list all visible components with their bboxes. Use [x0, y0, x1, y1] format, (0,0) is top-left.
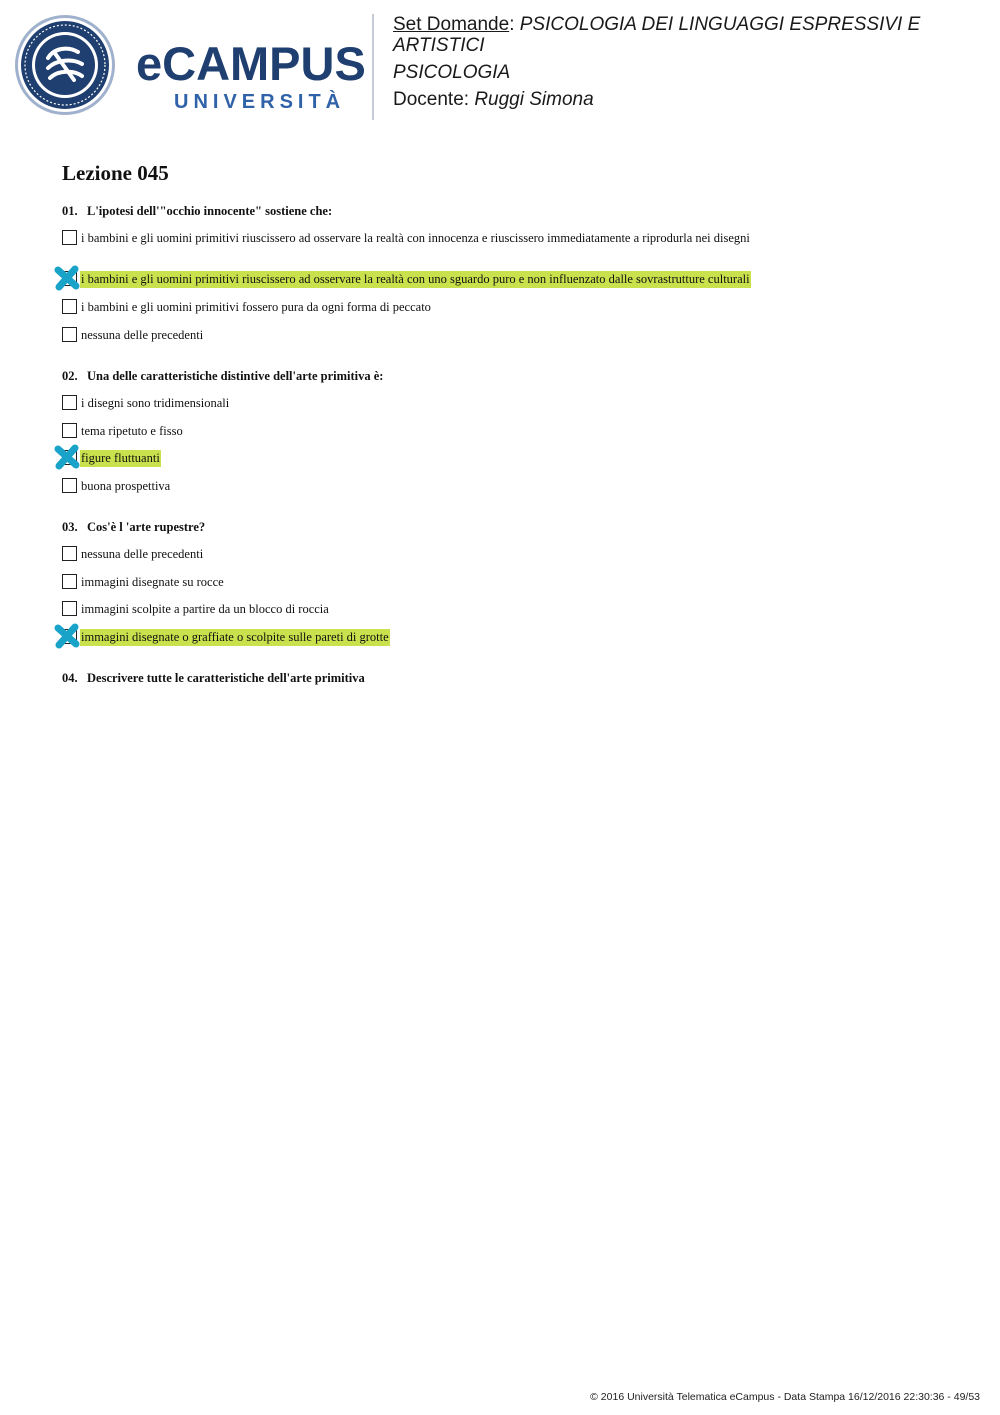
- answer-checkbox[interactable]: [62, 601, 77, 616]
- question-text: Cos'è l 'arte rupestre?: [87, 520, 206, 534]
- answer-checkbox[interactable]: [62, 574, 77, 589]
- answer-checkbox[interactable]: [62, 299, 77, 314]
- option-text: immagini scolpite a partire da un blocco di roccia: [81, 602, 329, 616]
- set-domande-title: PSICOLOGIA DEI LINGUAGGI ESPRESSIVI E ARTISTICI: [393, 14, 921, 56]
- option-text: nessuna delle precedenti: [81, 328, 204, 342]
- answer-checkbox[interactable]: [62, 395, 77, 410]
- check-mark-icon: [53, 444, 81, 470]
- check-mark-icon: [53, 265, 81, 291]
- question-text: Una delle caratteristiche distintive dell'arte primitiva è:: [87, 369, 384, 383]
- question-number: 01.: [62, 204, 78, 218]
- brand-subtitle: UNIVERSITÀ: [174, 91, 346, 113]
- header-divider: [372, 14, 374, 120]
- option-text: nessuna delle precedenti: [81, 547, 204, 561]
- question-text: L'ipotesi dell'"occhio innocente" sostiene che:: [87, 204, 333, 218]
- docente-label: Docente:: [393, 89, 470, 110]
- docente-line: [393, 89, 983, 111]
- question-03: [62, 519, 205, 535]
- option-text: immagini disegnate su rocce: [81, 575, 224, 589]
- course-name: PSICOLOGIA: [393, 62, 511, 83]
- brand-wordmark: [136, 36, 366, 116]
- question-01: [62, 203, 332, 219]
- option-text-highlighted: i bambini e gli uomini primitivi riuscissero ad osservare la realtà con uno sguardo puro e non influenzato dalle sovrastrutture culturali: [81, 272, 750, 286]
- docente-name: Ruggi Simona: [474, 89, 594, 110]
- question-number: 03.: [62, 520, 78, 534]
- header-info: [393, 14, 983, 111]
- question-04: [62, 670, 365, 686]
- answer-checkbox[interactable]: [62, 327, 77, 342]
- check-mark-icon: [53, 623, 81, 649]
- option-text: i disegni sono tridimensionali: [81, 396, 230, 410]
- ecampus-seal-icon: [14, 14, 116, 116]
- question-number: 02.: [62, 369, 78, 383]
- question-02: [62, 368, 383, 384]
- question-number: 04.: [62, 671, 78, 685]
- page-footer: © 2016 Università Telematica eCampus - Data Stampa 16/12/2016 22:30:36 - 49/53: [590, 1391, 980, 1403]
- ecampus-logo: [14, 14, 366, 118]
- answer-checkbox[interactable]: [62, 423, 77, 438]
- option-text-highlighted: figure fluttuanti: [81, 451, 160, 465]
- answer-checkbox[interactable]: [62, 478, 77, 493]
- answer-checkbox[interactable]: [62, 546, 77, 561]
- set-domande-label: Set Domande: [393, 14, 510, 35]
- option-text: tema ripetuto e fisso: [81, 424, 183, 438]
- option-text: i bambini e gli uomini primitivi fossero pura da ogni forma di peccato: [81, 300, 431, 314]
- option-text-highlighted: immagini disegnate o graffiate o scolpite sulle pareti di grotte: [81, 630, 389, 644]
- option-text: i bambini e gli uomini primitivi riuscissero ad osservare la realtà con innocenza e riuscissero immediatamente a riprodurla nei disegni: [81, 231, 750, 245]
- lesson-title: Lezione 045: [62, 161, 169, 185]
- set-domande-line: Set Domande: PSICOLOGIA DEI LINGUAGGI ESPRESSIVI E ARTISTICI: [393, 14, 921, 56]
- option-text: buona prospettiva: [81, 479, 171, 493]
- question-text: Descrivere tutte le caratteristiche dell'arte primitiva: [87, 671, 365, 685]
- brand-name: eCAMPUS: [136, 37, 366, 90]
- answer-checkbox[interactable]: [62, 230, 77, 245]
